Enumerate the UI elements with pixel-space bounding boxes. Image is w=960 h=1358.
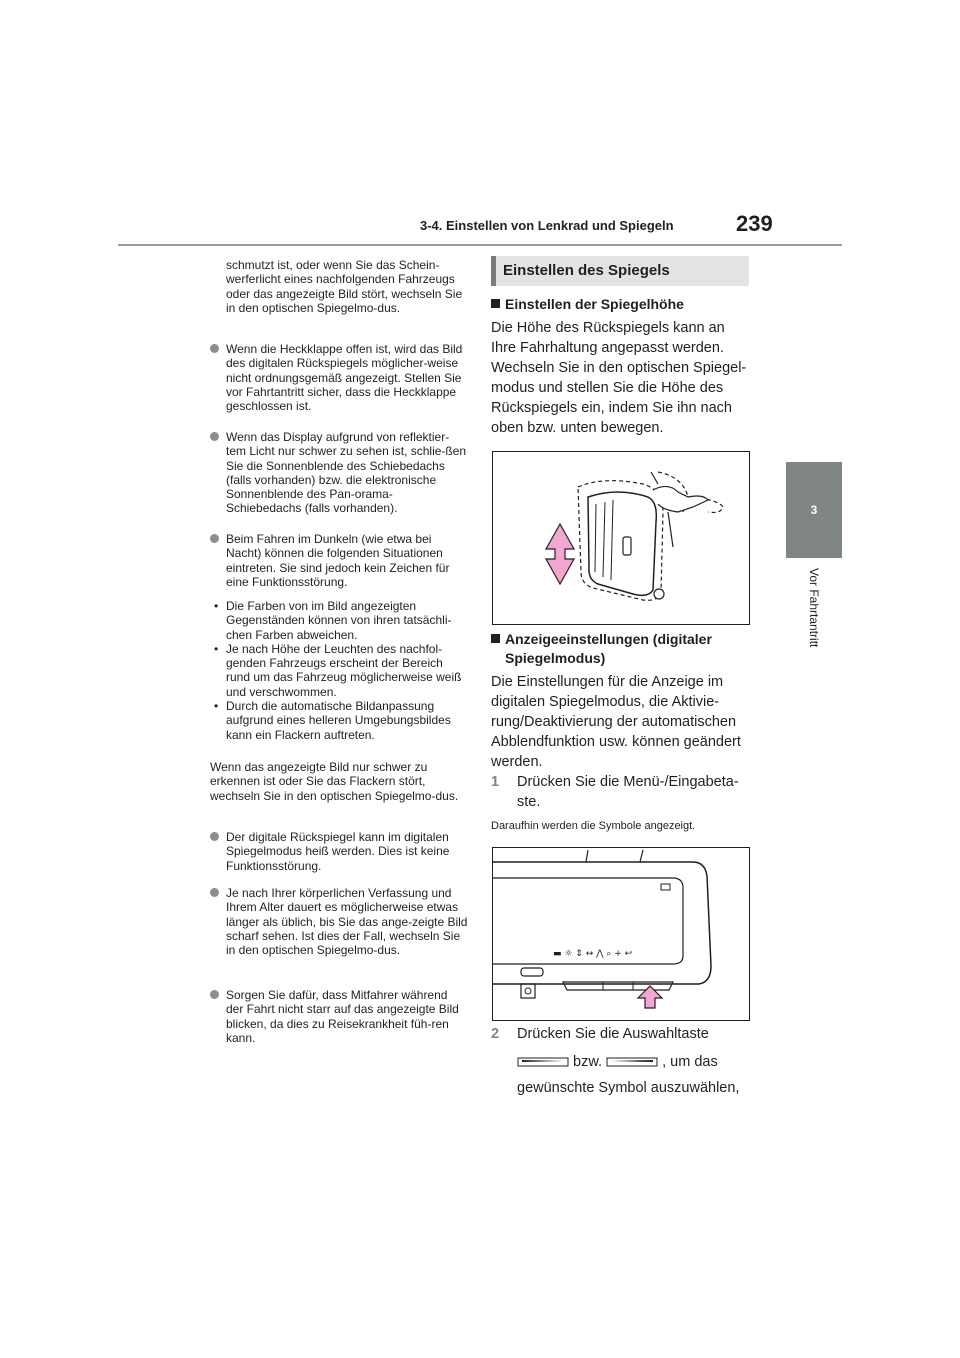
step-1: 1 Drücken Sie die Menü-/Eingabeta-ste. (491, 774, 739, 810)
step-caption: Daraufhin werden die Symbole angezeigt. (491, 820, 696, 832)
left-select-button-icon (517, 1055, 569, 1069)
bullet-icon (210, 888, 219, 897)
bullet-item: Wenn die Heckklappe offen ist, wird das Bild des digitalen Rückspiegels möglicher-weise nicht ordnungsgemäß angezeigt. Stellen Sie vor Fahrtantritt sicher, dass die Heckklappe geschlossen ist. (210, 342, 468, 413)
right-select-button-icon (606, 1055, 658, 1069)
svg-text:▬ ☼ ⇕ ↔ ⋀ ⌕ + ↩: ▬ ☼ ⇕ ↔ ⋀ ⌕ + ↩ (553, 949, 633, 959)
up-arrow-icon (638, 986, 662, 1008)
bullet-icon (210, 344, 219, 353)
sub-item-list (210, 599, 468, 742)
bullet-icon (210, 534, 219, 543)
step-2-continued: gewünschte Symbol auszuwählen, (517, 1080, 740, 1096)
list-item: • Die Farben von im Bild angezeigten Gegenständen können von ihren tatsächli-chen Farben abweichen. (214, 599, 452, 642)
square-bullet-icon (491, 634, 500, 643)
bullet-item: Wenn das Display aufgrund von reflektier-tem Licht nur schwer zu sehen ist, schlie-ßen Sie die Sonnenblende des Schiebedachs (falls vorhanden) bzw. die elektronische Sonnenblende des Pan-orama-Schiebedachs (falls vorhanden). (210, 430, 468, 516)
list-item: • Je nach Höhe der Leuchten des nachfol-genden Fahrzeugs erscheint der Bereich rund um das Fahrzeug möglicherweise weiß und verschwommen. (214, 641, 462, 699)
up-down-arrow-icon (546, 524, 574, 584)
list-item: • Durch die automatische Bildanpassung aufgrund eines helleren Umgebungsbildes kann ein Flackern auftreten. (214, 699, 451, 742)
bullet-item: Sorgen Sie dafür, dass Mitfahrer während der Fahrt nicht starr auf das angezeigte Bild blicken, da dies zu Reisekrankheit füh-ren kann. (210, 988, 468, 1045)
bullet-item: Beim Fahren im Dunkeln (wie etwa bei Nacht) können die folgenden Situationen eintreten. Sie sind jedoch kein Zeichen für eine Funktionsstörung. (210, 532, 468, 589)
intro-paragraph: schmutzt ist, oder wenn Sie das Schein-werferlicht eines nachfolgenden Fahrzeugs oder das angezeigte Bild stört, wechseln Sie in den optischen Spiegelmo-dus. (226, 258, 463, 315)
bullet-item: Je nach Ihrer körperlichen Verfassung und Ihrem Alter dauert es möglicherweise etwas länger als üblich, bis Sie das ange-zeigte Bild scharf sehen. Ist dies der Fall, wechseln Sie in den optischen Spiegelmo-dus. (210, 886, 468, 957)
page-number: 239 (736, 211, 773, 236)
section-title: 3-4. Einstellen von Lenkrad und Spiegeln (420, 218, 674, 233)
bullet-icon (210, 432, 219, 441)
mirror-height-figure (492, 451, 750, 625)
step-2-buttons-line: bzw. , um das (491, 1052, 749, 1072)
paragraph: Die Höhe des Rückspiegels kann an Ihre Fahrhaltung angepasst werden. (491, 320, 725, 356)
square-bullet-icon (491, 299, 500, 308)
mirror-adjust-illustration (493, 452, 749, 624)
section-heading-box: Einstellen des Spiegels (491, 256, 749, 286)
step-2: 2 Drücken Sie die Auswahltaste (491, 1026, 709, 1042)
digital-mirror-illustration (493, 848, 749, 1020)
paragraph: Die Einstellungen für die Anzeige im digitalen Spiegelmodus, die Aktivie-rung/Deaktivierung der automatischen Abblendfunktion usw. können geändert werden. (491, 674, 741, 770)
subheading-height: Einstellen der Spiegelhöhe (491, 295, 749, 314)
mirror-menu-figure (492, 847, 750, 1021)
note-paragraph: Wenn das angezeigte Bild nur schwer zu erkennen ist oder Sie das Flackern stört, wechseln Sie in den optischen Spiegelmo-dus. (210, 760, 459, 803)
paragraph: Wechseln Sie in den optischen Spiegel-modus und stellen Sie die Höhe des Rückspiegels ein, indem Sie ihn nach oben bzw. unten bewegen. (491, 360, 747, 436)
subheading-display: Anzeigeeinstellungen (digitaler Spiegelmodus) (491, 630, 749, 668)
header-divider (118, 244, 842, 246)
bullet-icon (210, 832, 219, 841)
bullet-item: Der digitale Rückspiegel kann im digitalen Spiegelmodus heiß werden. Dies ist keine Funktionsstörung. (210, 830, 468, 873)
chapter-tab: 3 (786, 462, 842, 558)
chapter-label: Vor Fahrtantritt (807, 568, 821, 648)
bullet-icon (210, 990, 219, 999)
